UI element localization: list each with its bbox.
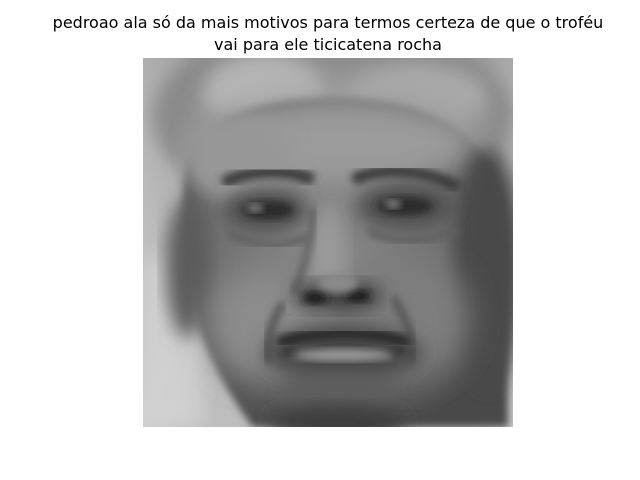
face-image bbox=[143, 58, 513, 427]
figure-title: pedroao ala só da mais motivos para termos certeza de que o troféu vai para ele ticicatena rocha bbox=[52, 13, 604, 54]
grayscale-face-photo bbox=[143, 58, 513, 427]
